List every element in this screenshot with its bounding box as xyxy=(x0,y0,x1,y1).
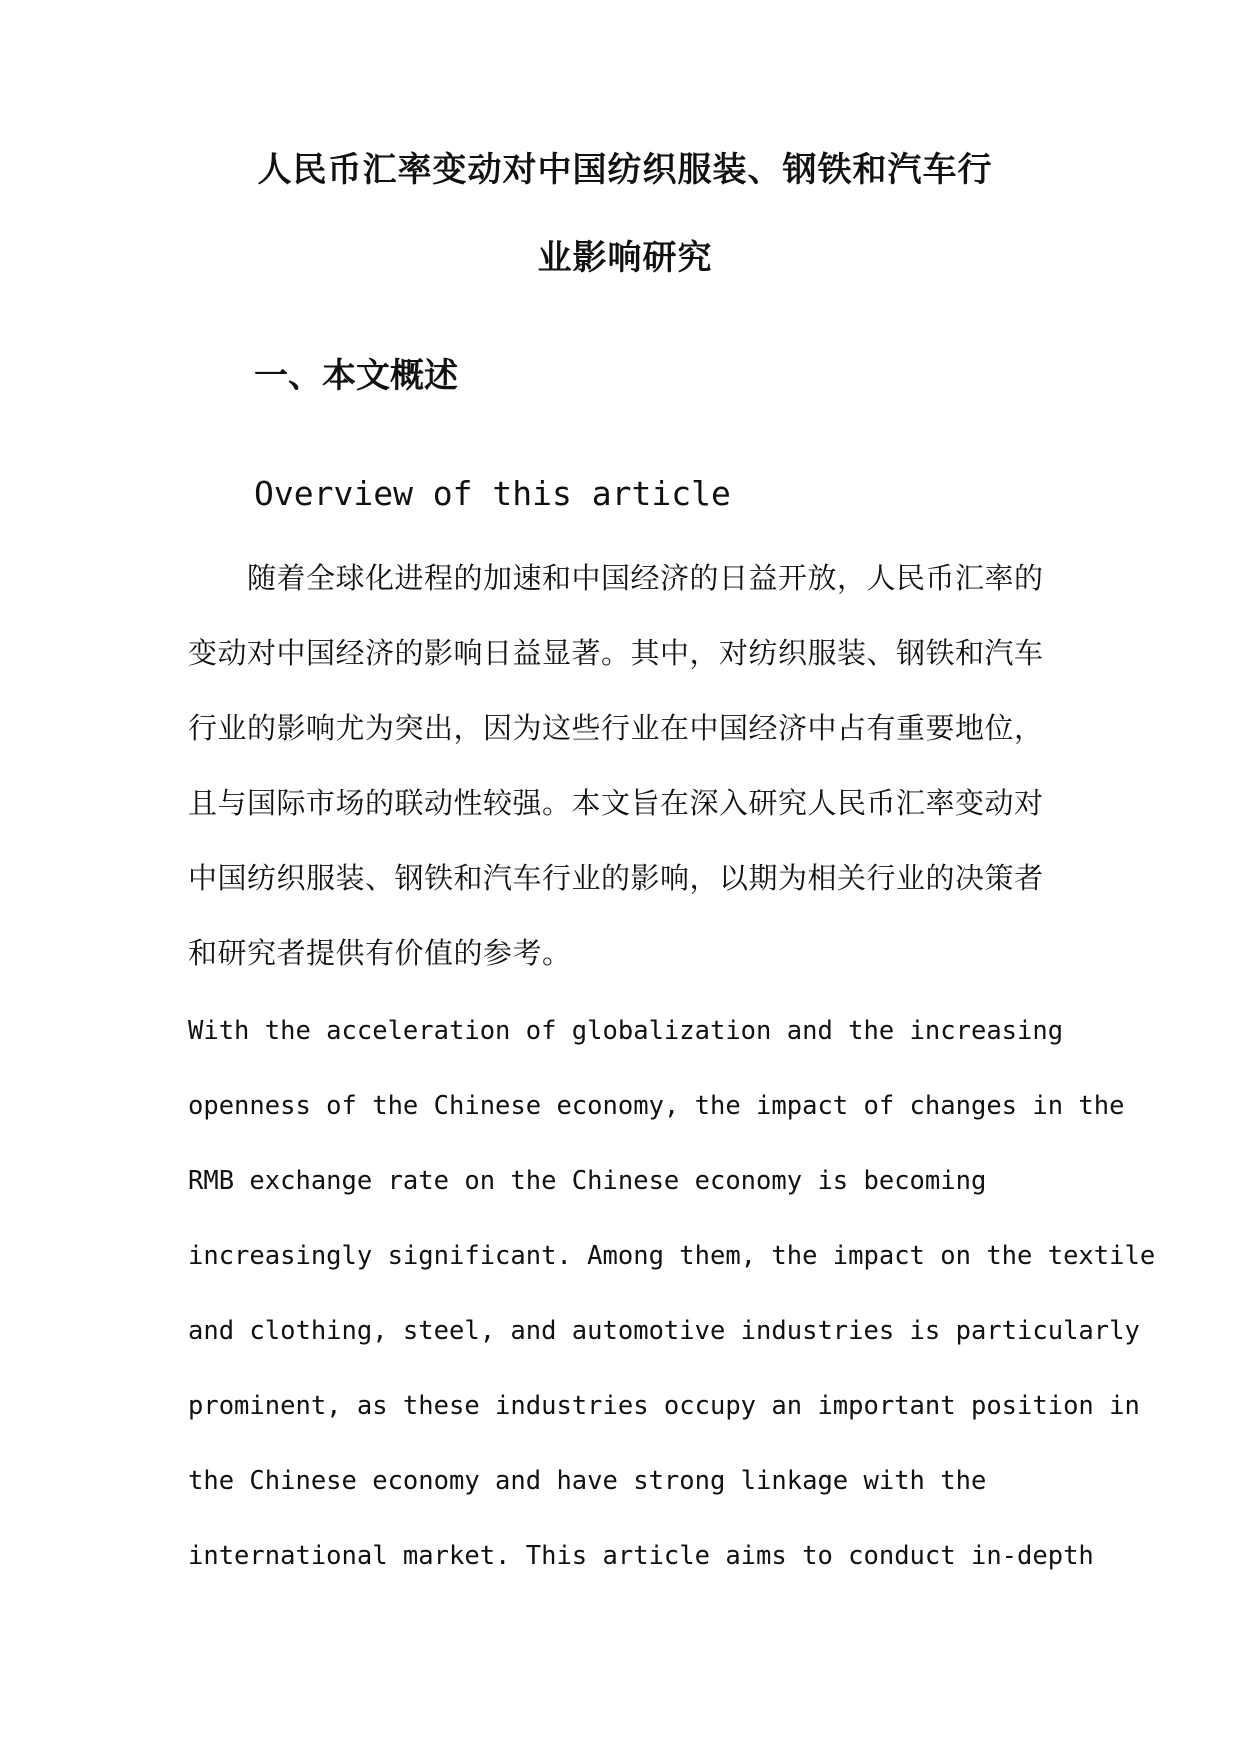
paragraph-line: 和研究者提供有价值的参考。 xyxy=(188,936,572,970)
paragraph-line: and clothing, steel, and automotive industries is particularly xyxy=(188,1316,1140,1346)
paragraph-line: increasingly significant. Among them, the impact on the textile xyxy=(188,1241,1156,1271)
paragraph-line: international market. This article aims to conduct in-depth xyxy=(188,1541,1094,1571)
section-heading-english: Overview of this article xyxy=(254,474,731,513)
paragraph-line: openness of the Chinese economy, the impact of changes in the xyxy=(188,1091,1125,1121)
document-title-line-1: 人民币汇率变动对中国纺织服装、钢铁和汽车行 xyxy=(257,150,993,190)
section-heading-chinese: 一、本文概述 xyxy=(254,356,458,396)
paragraph-line: the Chinese economy and have strong linkage with the xyxy=(188,1466,987,1496)
paragraph-line: prominent, as these industries occupy an important position in xyxy=(188,1391,1140,1421)
paragraph-line: RMB exchange rate on the Chinese economy is becoming xyxy=(188,1166,987,1196)
paragraph-line: With the acceleration of globalization and the increasing xyxy=(188,1016,1064,1046)
paragraph-line: 行业的影响尤为突出，因为这些行业在中国经济中占有重要地位， xyxy=(188,711,1044,745)
paragraph-line: 中国纺织服装、钢铁和汽车行业的影响，以期为相关行业的决策者 xyxy=(188,861,1044,895)
document-title-line-2: 业影响研究 xyxy=(537,238,713,278)
paragraph-line: 且与国际市场的联动性较强。本文旨在深入研究人民币汇率变动对 xyxy=(188,786,1044,820)
paragraph-line: 变动对中国经济的影响日益显著。其中，对纺织服装、钢铁和汽车 xyxy=(188,636,1044,670)
paragraph-line: 随着全球化进程的加速和中国经济的日益开放，人民币汇率的 xyxy=(188,561,1044,595)
